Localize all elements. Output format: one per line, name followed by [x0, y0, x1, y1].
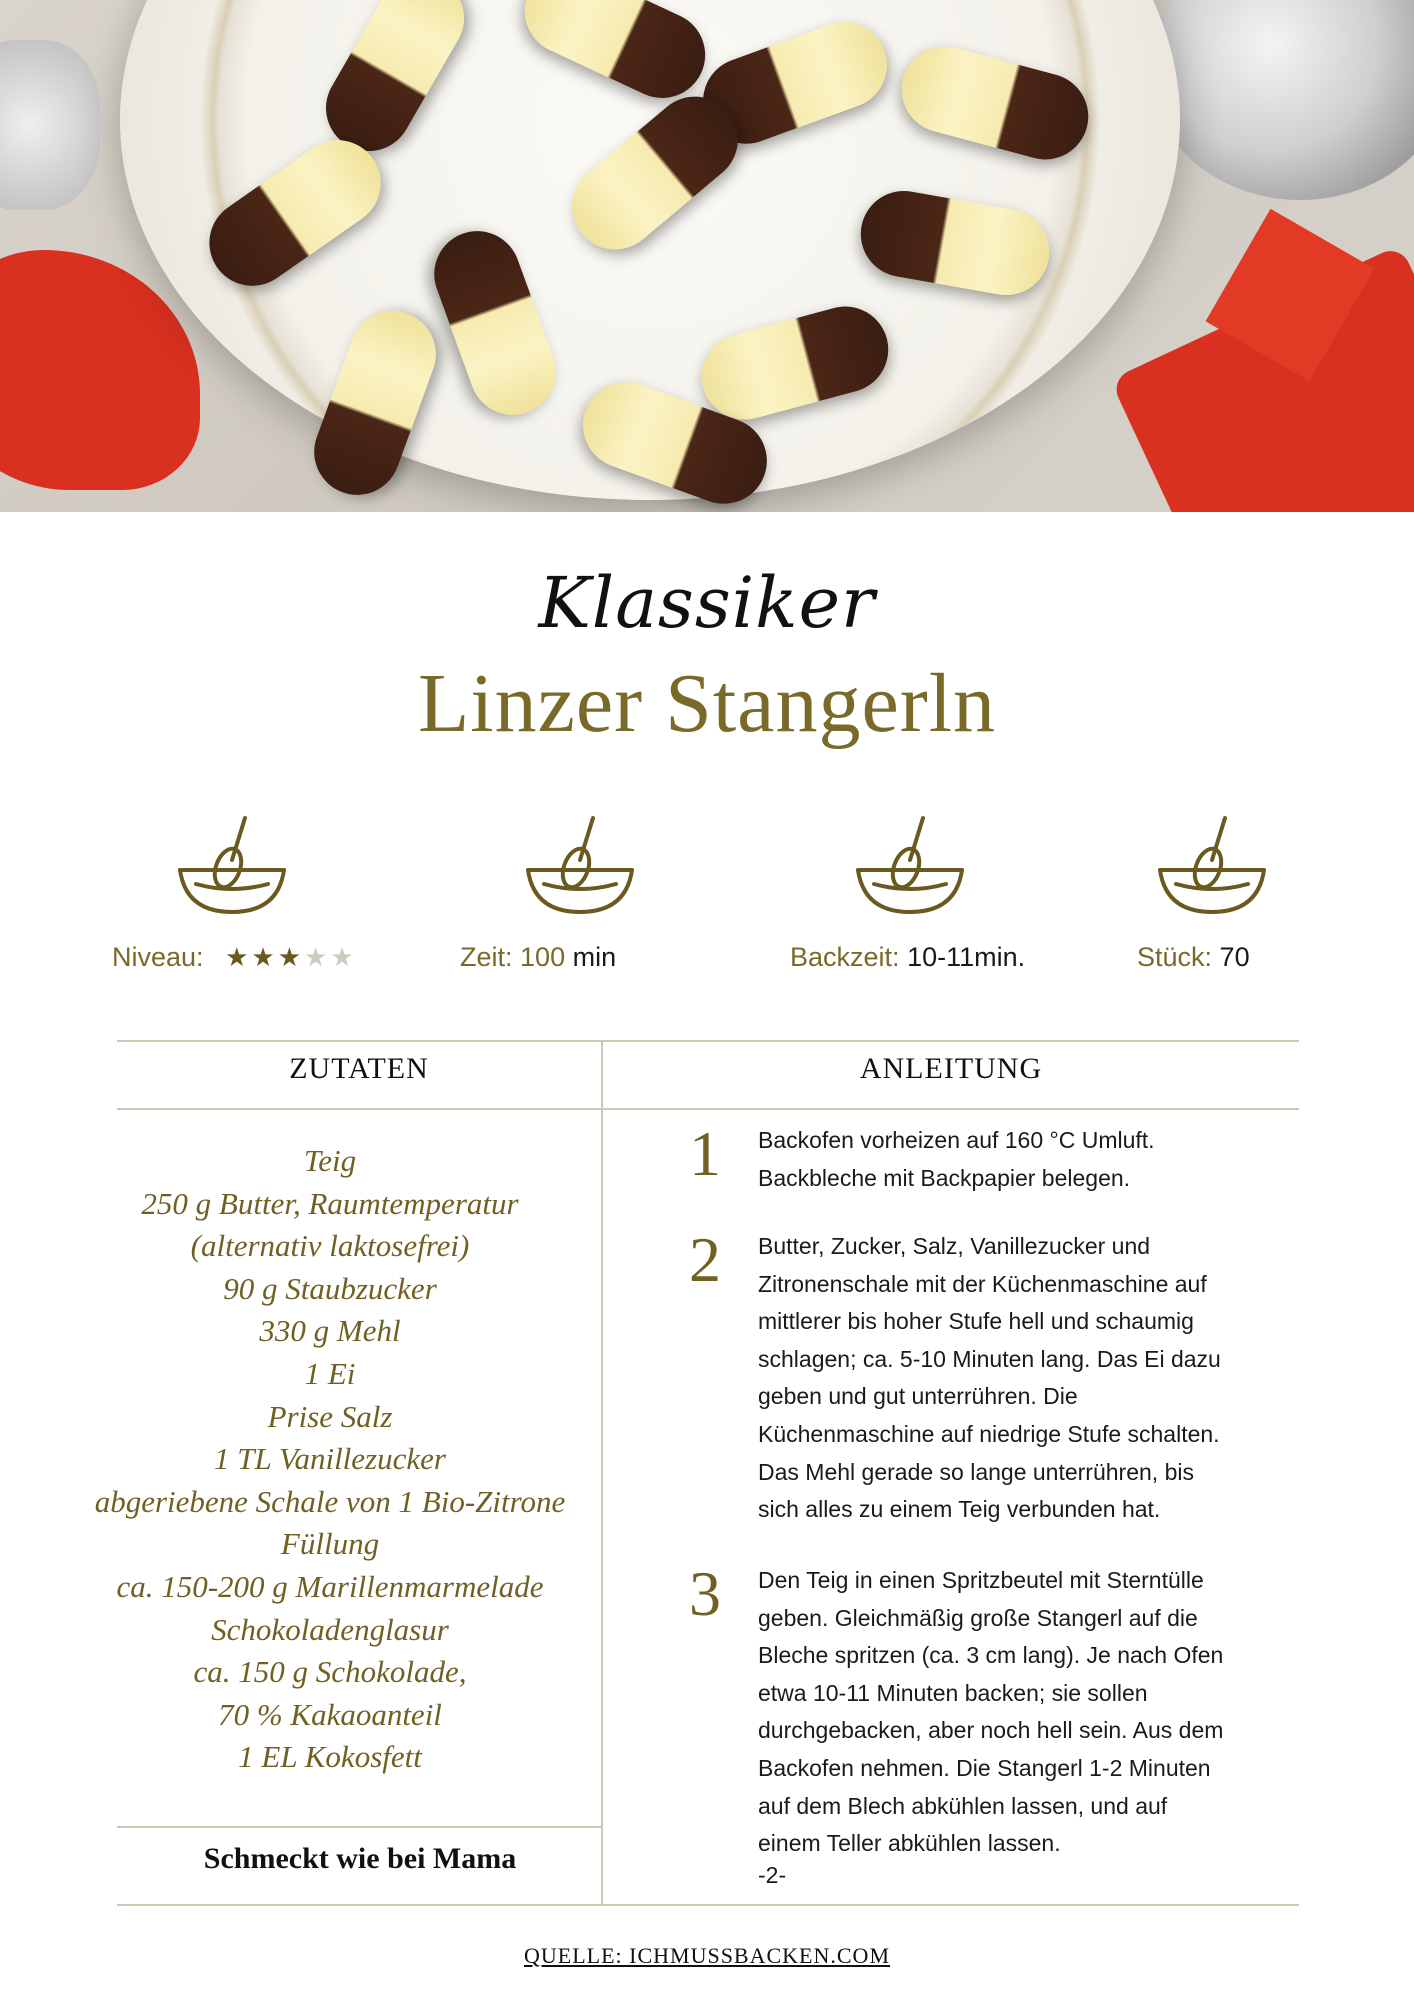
hero-photo-cookies [0, 0, 1414, 512]
star-empty-icon: ★ [304, 942, 331, 972]
step-text-line: Backbleche mit Backpapier belegen. [758, 1164, 1131, 1191]
step-text-line: Das Mehl gerade so lange unterrühren, bis [758, 1458, 1194, 1485]
step-text [758, 1562, 1304, 1863]
step-text-line: geben und gut unterrühren. Die [758, 1383, 1078, 1410]
stat-value: 10-11min. [907, 942, 1026, 972]
step-text-line: sich alles zu einem Teig verbunden hat. [758, 1496, 1161, 1523]
ingredients-footer-rule [117, 1826, 601, 1828]
step-number: 1 [689, 1118, 721, 1189]
mixing-bowl-whisk-icon [172, 808, 292, 918]
stat-label: Niveau: [112, 942, 204, 972]
step-text-line: Den Teig in einen Spritzbeutel mit Sterntülle [758, 1567, 1204, 1593]
ingredient-line: Schokoladenglasur [211, 1611, 449, 1647]
stat-icon-niveau [92, 808, 372, 918]
step-text-line: Backofen nehmen. Die Stangerl 1-2 Minuten [758, 1754, 1211, 1781]
stat-icon-zeit [440, 808, 720, 918]
ingredient-line: 90 g Staubzucker [223, 1270, 437, 1306]
kicker-script: Klassiker [538, 562, 876, 644]
stat-backzeit [790, 942, 1025, 973]
step-text-line: Zitronenschale mit der Küchenmaschine auf [758, 1270, 1207, 1297]
ingredients-slogan: Schmeckt wie bei Mama [203, 1842, 517, 1875]
ingredient-line: ca. 150-200 g Marillenmarmelade [116, 1568, 544, 1604]
step-text-line: Bleche spritzen (ca. 3 cm lang). Je nach Ofen [758, 1642, 1224, 1669]
step-text-line: mittlerer bis hoher Stufe hell und schaumig [758, 1308, 1194, 1335]
ingredient-line: 1 TL Vanillezucker [214, 1441, 446, 1477]
instructions-heading: ANLEITUNG [859, 1052, 1043, 1085]
star-filled-icon: ★ [251, 942, 278, 972]
star-filled-icon: ★ [277, 942, 304, 972]
page-marker: -2- [758, 1862, 787, 1888]
ingredient-line: abgeriebene Schale von 1 Bio-Zitrone [94, 1483, 566, 1519]
table-header-rule [117, 1108, 1299, 1110]
table-column-divider [601, 1040, 603, 1904]
stat-stueck [1137, 942, 1250, 973]
ingredient-line: 1 EL Kokosfett [238, 1739, 422, 1775]
table-top-rule [117, 1040, 1299, 1042]
table-bottom-rule [117, 1904, 1299, 1906]
stat-unit: min [572, 942, 617, 972]
ingredient-line: (alternativ laktosefrei) [190, 1228, 470, 1264]
ingredient-line: Prise Salz [267, 1398, 393, 1434]
step-text [758, 1228, 1304, 1529]
step-number: 3 [689, 1558, 721, 1629]
stat-label: Backzeit: [790, 942, 900, 972]
step-text-line: Backofen vorheizen auf 160 °C Umluft. [758, 1127, 1155, 1153]
stat-icon-backzeit [770, 808, 1050, 918]
red-felt-heart [0, 250, 200, 490]
mixing-bowl-whisk-icon [850, 808, 970, 918]
step-text-line: Butter, Zucker, Salz, Vanillezucker und [758, 1233, 1151, 1259]
stat-niveau [112, 942, 357, 973]
step-text-line: durchgebacken, aber noch hell sein. Aus dem [758, 1717, 1224, 1744]
ingredient-line: 70 % Kakaoanteil [218, 1696, 442, 1732]
silver-ornament [0, 40, 100, 210]
stat-number: 100 [520, 942, 566, 972]
step-text-line: Küchenmaschine auf niedrige Stufe schalten. [758, 1420, 1220, 1447]
star-filled-icon: ★ [225, 942, 252, 972]
rating-stars [225, 942, 357, 973]
ingredient-line: 250 g Butter, Raumtemperatur [141, 1185, 519, 1221]
page-title: Linzer Stangerln [417, 657, 997, 750]
silver-pine-cone [1150, 0, 1414, 200]
step-text-line: geben. Gleichmäßig große Stangerl auf die [758, 1604, 1198, 1631]
step-number: 2 [689, 1224, 721, 1295]
ingredient-line: 1 Ei [304, 1355, 356, 1391]
ingredient-line: 330 g Mehl [259, 1313, 401, 1349]
ingredients-list [60, 1140, 600, 1779]
stat-value: 70 [1219, 942, 1250, 972]
step-text-line: auf dem Blech abkühlen lassen, und auf [758, 1792, 1168, 1819]
mixing-bowl-whisk-icon [520, 808, 640, 918]
ingredient-line: Füllung [280, 1526, 380, 1562]
mixing-bowl-whisk-icon [1152, 808, 1272, 918]
ingredient-line: ca. 150 g Schokolade, [193, 1654, 467, 1690]
ingredient-line: Teig [303, 1143, 357, 1178]
step-text [758, 1122, 1304, 1197]
stat-label: Stück: [1137, 942, 1213, 972]
stat-icon-stueck [1072, 808, 1352, 918]
step-text-line: einem Teller abkühlen lassen. [758, 1830, 1061, 1857]
step-text-line: etwa 10-11 Minuten backen; sie sollen [758, 1679, 1148, 1706]
step-text-line: schlagen; ca. 5-10 Minuten lang. Das Ei dazu [758, 1345, 1221, 1372]
ingredients-heading: ZUTATEN [289, 1052, 429, 1085]
stat-zeit [460, 942, 616, 973]
source-link[interactable]: QUELLE: ICHMUSSBACKEN.COM [523, 1943, 891, 1968]
star-empty-icon: ★ [330, 942, 357, 972]
stat-label: Zeit: [460, 942, 513, 972]
